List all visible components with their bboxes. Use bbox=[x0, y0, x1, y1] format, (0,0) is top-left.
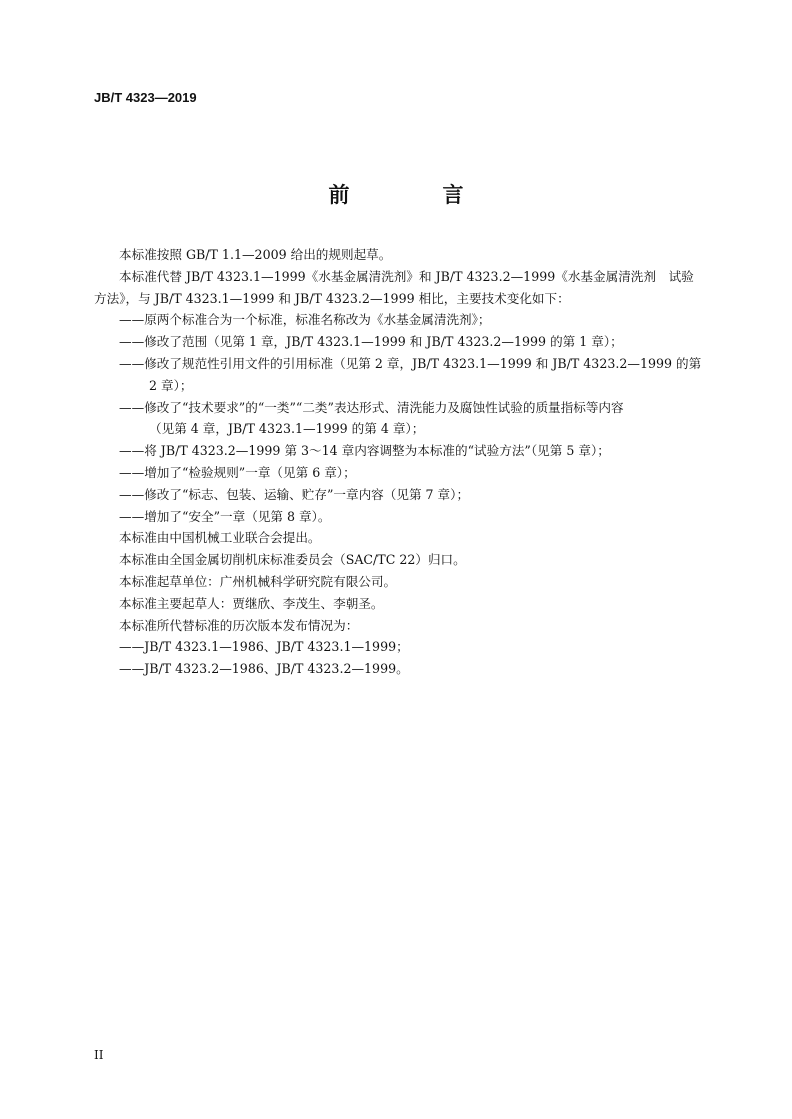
paragraph: 本标准代替 JB/T 4323.1—1999《水基金属清洗剂》和 JB/T 4323.2—1999《水基金属清洗剂 试验 bbox=[119, 268, 694, 284]
list-item: ——JB/T 4323.1—1986、JB/T 4323.1—1999； bbox=[119, 639, 409, 655]
list-item-continuation: 2 章）； bbox=[149, 377, 193, 393]
list-item: ——修改了规范性引用文件的引用标准（见第 2 章，JB/T 4323.1—1999 和 JB/T 4323.2—1999 的第 bbox=[119, 355, 702, 371]
paragraph: 本标准由中国机械工业联合会提出。 bbox=[119, 530, 321, 546]
list-item: ——增加了“安全”一章（见第 8 章）。 bbox=[119, 508, 331, 524]
paragraph: 本标准由全国金属切削机床标准委员会（SAC/TC 22）归口。 bbox=[119, 552, 466, 568]
list-item: ——增加了“检验规则”一章（见第 6 章）； bbox=[119, 464, 356, 480]
paragraph: 本标准所代替标准的历次版本发布情况为： bbox=[119, 617, 359, 633]
page-number: II bbox=[94, 1048, 104, 1062]
list-item-continuation: （见第 4 章，JB/T 4323.1—1999 的第 4 章）； bbox=[149, 421, 425, 437]
list-item: ——修改了“技术要求”的“一类”“二类”表达形式、清洗能力及腐蚀性试验的质量指标等内容 bbox=[119, 399, 624, 415]
list-item: ——修改了“标志、包装、运输、贮存”一章内容（见第 7 章）； bbox=[119, 486, 470, 502]
paragraph: 方法》，与 JB/T 4323.1—1999 和 JB/T 4323.2—1999 相比，主要技术变化如下： bbox=[94, 290, 570, 306]
list-item: ——原两个标准合为一个标准，标准名称改为《水基金属清洗剂》； bbox=[119, 312, 491, 328]
paragraph: 本标准按照 GB/T 1.1—2009 给出的规则起草。 bbox=[119, 247, 392, 262]
paragraph: 本标准起草单位：广州机械科学研究院有限公司。 bbox=[119, 573, 397, 589]
document-body bbox=[94, 244, 721, 680]
page-title: 前 言 bbox=[328, 182, 500, 207]
list-item: ——JB/T 4323.2—1986、JB/T 4323.2—1999。 bbox=[119, 661, 409, 677]
document-code: JB/T 4323—2019 bbox=[94, 90, 197, 105]
list-item: ——将 JB/T 4323.2—1999 第 3～14 章内容调整为本标准的“试验方法”（见第 5 章）； bbox=[119, 443, 610, 459]
paragraph: 本标准主要起草人：贾继欣、李茂生、李朝圣。 bbox=[119, 595, 384, 611]
list-item: ——修改了范围（见第 1 章，JB/T 4323.1—1999 和 JB/T 4323.2—1999 的第 1 章）； bbox=[119, 334, 623, 350]
